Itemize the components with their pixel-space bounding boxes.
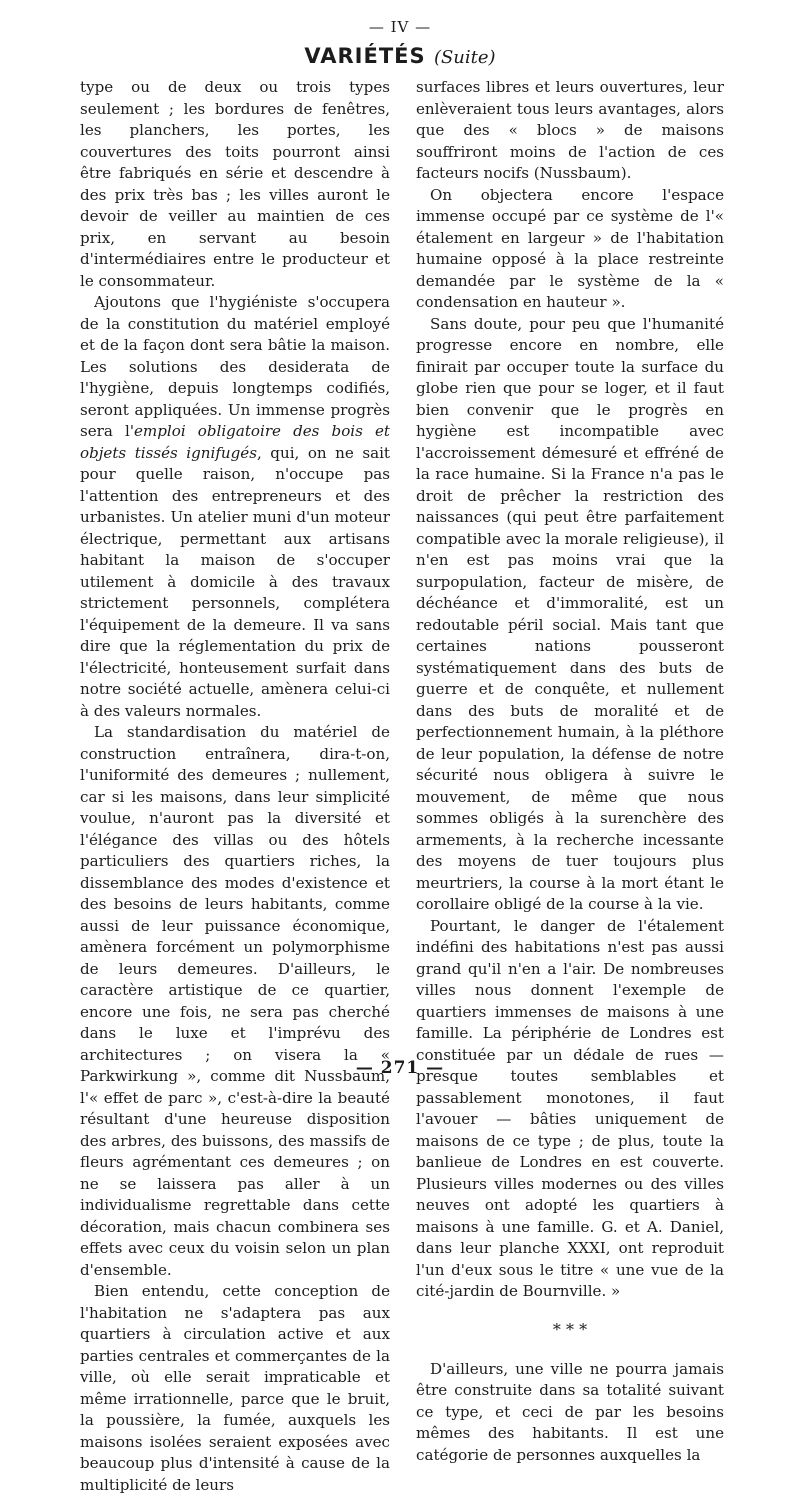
paragraph: Sans doute, pour peu que l'humanité progresse encore en nombre, elle finirait par occuper toute la surface du globe rien que pour se loger, et il faut bien convenir que le progrès en hygiène est incompatible avec l'accroissement démesuré et effréné de la race humaine. Si la France n'a pas le droit de prêcher la restriction des naissances (qui peut être parfaitement compatible avec la morale religieuse), il n'en est pas moins vrai que la surpopulation, facteur de misère, de déchéance et d'immoralité, est un redoutable péril social. Mais tant que certaines nations pousseront systématiquement dans des buts de guerre et de conquête, et nullement dans des buts de moralité et de perfectionnement humain, à la pléthore de leur population, la défense de notre sécurité nous obligera à suivre le mouvement, de même que nous sommes obligés à la surenchère des armements, à la recherche incessante des moyens de tuer toujours plus meurtriers, la course à la mort étant le corollaire obligé de la course à la vie.	[416, 314, 724, 913]
paragraph: Pourtant, le danger de l'étalement indéfini des habitations n'est pas aussi grand qu'il n'en a l'air. De nombreuses villes nous donnent l'exemple de quartiers immenses de maisons à une famille. La périphérie de Londres est constituée par un dédale de rues — presque toutes semblables et passablement monotones, il faut l'avouer — bâties uniquement de maisons de ce type ; de plus, toute la banlieue de Londres en est couverte. Plusieurs villes modernes ou des villes neuves ont adopté les quartiers à maisons à une famille. G. et A. Daniel, dans leur planche XXXI, ont reproduit l'un d'eux sous le titre « une vue de la cité-jardin de Bournville. »	[416, 916, 724, 1300]
paragraph: type ou de deux ou trois types seulement ; les bordures de fenêtres, les planchers, les portes, les couvertures des toits pourront ainsi être fabriqués en série et descendre à des prix très bas ; les villes auront le devoir de veiller au maintien de ces prix, en servant au besoin d'intermédiaires entre le producteur et le consommateur.	[80, 78, 390, 290]
paragraph: Bien entendu, cette conception de l'habitation ne s'adaptera pas aux quartiers à circulation active et aux parties centrales et commerçantes de la ville, où elle serait impraticable et même irrationnelle, parce que le bruit, la poussière, la fumée, auxquels les maisons isolées seraient exposées avec beaucoup plus d'intensité à cause de la multiplicité de leurs	[80, 1282, 390, 1494]
paragraph	[80, 292, 390, 722]
italic-text: emploi obligatoire des bois et objets tissés ignifugés	[80, 422, 390, 462]
title-text: VARIÉTÉS	[304, 44, 426, 68]
paragraph: D'ailleurs, une ville ne pourra jamais être construite dans sa totalité suivant ce type, et ceci de par les besoins mêmes des habitants. Il est une catégorie de personnes auxquelles la	[416, 1359, 724, 1464]
section-title	[0, 44, 800, 68]
text-run: , qui, on ne sait pour quelle raison, n'occupe pas l'attention des entrepreneurs et des urbanistes. Un atelier muni d'un moteur électrique, permettant aux artisans habitant la maison de s'occuper utilement à domicile à des travaux strictement personnels, complétera l'équipement de la demeure. Il va sans dire que la réglementation du prix de l'électricité, honteusement surfait dans notre société actuelle, amènera celui-ci à des valeurs normales.	[80, 443, 390, 720]
title-suite: (Suite)	[433, 47, 496, 68]
paragraph: surfaces libres et leurs ouvertures, leur enlèveraient tous leurs avantages, alors que des « blocs » de maisons souffriront moins de l'action de ces facteurs nocifs (Nussbaum).	[416, 78, 724, 182]
left-column	[80, 77, 390, 1496]
page-number: — 271 —	[355, 1058, 445, 1078]
text-run: Ajoutons que l'hygiéniste s'occupera de la constitution du matériel employé et de la façon dont sera bâtie la maison. Les solutions des desiderata de l'hygiène, depuis longtemps codifiés, seront appliquées. Un immense progrès sera l'	[80, 293, 390, 440]
page-roman-numeral: — IV —	[368, 18, 432, 36]
right-column	[416, 77, 724, 1466]
paragraph: On objectera encore l'espace immense occupé par ce système de l'« étalement en largeur » de l'habitation humaine opposé à la place restreinte demandée par le système de la « condensation en hauteur ».	[416, 185, 724, 311]
section-separator-asterisks: * * *	[552, 1319, 588, 1339]
paragraph: La standardisation du matériel de construction entraînera, dira-t-on, l'uniformité des demeures ; nullement, car si les maisons, dans leur simplicité voulue, n'auront pas la diversité et l'élégance des villas ou des hôtels particuliers des quartiers riches, la dissemblance des modes d'existence et des besoins de leurs habitants, comme aussi de leur puissance économique, amènera forcément un polymorphisme de leurs demeures. D'ailleurs, le caractère artistique de ce quartier, encore une fois, ne sera pas cherché dans le luxe et l'imprévu des architectures ; on visera la « Parkwirkung », comme dit Nussbaum, l'« effet de parc », c'est-à-dire la beauté résultant d'une heureuse disposition des arbres, des buissons, des massifs de fleurs agrémentant ces demeures ; on ne se laissera pas aller à un individualisme regrettable dans cette décoration, mais chacun combinera ses effets avec ceux du voisin selon un plan d'ensemble.	[80, 723, 390, 1279]
